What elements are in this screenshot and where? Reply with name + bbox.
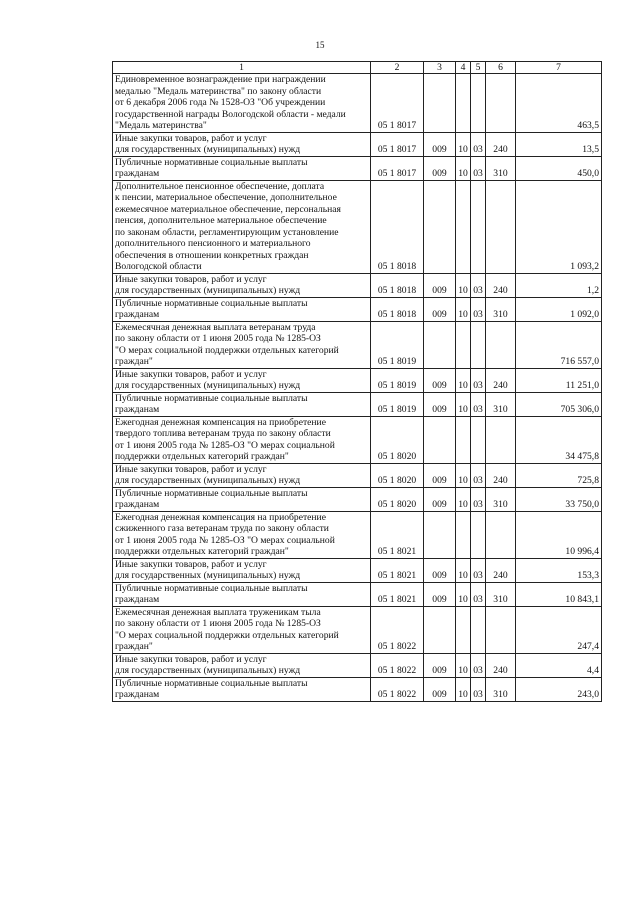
row-section-code: 10 [456,653,471,677]
table-row [113,321,602,368]
table-row [113,180,602,273]
row-amount: 34 475,8 [516,416,602,463]
row-target-code: 05 1 8021 [371,558,424,582]
row-expense-type-code: 240 [486,368,516,392]
table-body [113,74,602,702]
row-name: Иные закупки товаров, работ и услуг для государственных (муниципальных) нужд [113,558,371,582]
table-row [113,156,602,180]
row-expense-type-code: 240 [486,273,516,297]
row-section-code [456,321,471,368]
row-target-code: 05 1 8022 [371,606,424,653]
table-row [113,677,602,701]
row-amount: 10 843,1 [516,582,602,606]
row-target-code: 05 1 8021 [371,511,424,558]
row-target-code: 05 1 8017 [371,132,424,156]
row-section-code: 10 [456,463,471,487]
header-row [113,62,602,74]
row-name: Иные закупки товаров, работ и услуг для государственных (муниципальных) нужд [113,653,371,677]
row-section-code: 10 [456,273,471,297]
row-expense-type-code [486,416,516,463]
row-expense-type-code: 310 [486,156,516,180]
row-ministry-code: 009 [424,273,456,297]
row-target-code: 05 1 8019 [371,392,424,416]
row-name: Иные закупки товаров, работ и услуг для государственных (муниципальных) нужд [113,132,371,156]
row-name: Публичные нормативные социальные выплаты гражданам [113,487,371,511]
row-target-code: 05 1 8018 [371,180,424,273]
row-name: Дополнительное пенсионное обеспечение, доплата к пенсии, материальное обеспечение, дополнительное ежемесячное материальное обеспечение, персональная пенсия, дополнительное материальное обеспечение по законам области, регламентирующим установление дополнительного пенсионного и материального обеспечения в отношении конкретных граждан Вологодской области [113,180,371,273]
row-subsection-code [471,511,486,558]
row-section-code [456,180,471,273]
row-amount: 243,0 [516,677,602,701]
row-amount: 463,5 [516,74,602,133]
row-expense-type-code [486,511,516,558]
row-subsection-code [471,321,486,368]
row-amount: 1 093,2 [516,180,602,273]
row-name: Иные закупки товаров, работ и услуг для государственных (муниципальных) нужд [113,463,371,487]
row-expense-type-code [486,321,516,368]
row-amount: 716 557,0 [516,321,602,368]
row-section-code [456,606,471,653]
row-name: Публичные нормативные социальные выплаты гражданам [113,582,371,606]
row-section-code: 10 [456,558,471,582]
row-subsection-code: 03 [471,156,486,180]
row-section-code [456,416,471,463]
row-target-code: 05 1 8019 [371,321,424,368]
row-name: Ежемесячная денежная выплата труженикам тыла по закону области от 1 июня 2005 года № 1285-ОЗ "О мерах социальной поддержки отдельных категорий граждан" [113,606,371,653]
row-target-code: 05 1 8018 [371,273,424,297]
page-number: 15 [315,40,325,50]
row-amount: 705 306,0 [516,392,602,416]
row-target-code: 05 1 8017 [371,74,424,133]
table-row [113,653,602,677]
row-section-code: 10 [456,156,471,180]
row-subsection-code [471,180,486,273]
row-expense-type-code [486,606,516,653]
row-subsection-code: 03 [471,392,486,416]
row-section-code [456,511,471,558]
column-header-4: 4 [456,62,471,74]
row-amount: 13,5 [516,132,602,156]
column-header-5: 5 [471,62,486,74]
row-ministry-code [424,180,456,273]
table-row [113,606,602,653]
row-name: Публичные нормативные социальные выплаты гражданам [113,677,371,701]
table-row [113,511,602,558]
row-expense-type-code: 240 [486,132,516,156]
row-ministry-code [424,321,456,368]
row-expense-type-code: 240 [486,558,516,582]
row-name: Публичные нормативные социальные выплаты гражданам [113,297,371,321]
table-row [113,368,602,392]
row-target-code: 05 1 8020 [371,487,424,511]
column-header-3: 3 [424,62,456,74]
row-ministry-code: 009 [424,582,456,606]
row-ministry-code: 009 [424,487,456,511]
row-name: Публичные нормативные социальные выплаты гражданам [113,156,371,180]
column-header-7: 7 [516,62,602,74]
row-expense-type-code [486,180,516,273]
row-subsection-code [471,74,486,133]
row-section-code: 10 [456,368,471,392]
row-name: Ежемесячная денежная выплата ветеранам труда по закону области от 1 июня 2005 года № 1285-ОЗ "О мерах социальной поддержки отдельных категорий граждан" [113,321,371,368]
row-subsection-code: 03 [471,368,486,392]
row-expense-type-code: 310 [486,392,516,416]
row-ministry-code [424,416,456,463]
row-target-code: 05 1 8020 [371,463,424,487]
table-row [113,74,602,133]
row-subsection-code: 03 [471,273,486,297]
row-target-code: 05 1 8022 [371,653,424,677]
table-row [113,416,602,463]
row-name: Ежегодная денежная компенсация на приобретение сжиженного газа ветеранам труда по закону области от 1 июня 2005 года № 1285-ОЗ "О мерах социальной поддержки отдельных категорий граждан" [113,511,371,558]
row-expense-type-code [486,74,516,133]
row-subsection-code: 03 [471,653,486,677]
row-subsection-code: 03 [471,677,486,701]
row-ministry-code: 009 [424,558,456,582]
row-expense-type-code: 240 [486,653,516,677]
row-amount: 725,8 [516,463,602,487]
row-target-code: 05 1 8018 [371,297,424,321]
row-ministry-code [424,74,456,133]
row-expense-type-code: 310 [486,677,516,701]
column-header-6: 6 [486,62,516,74]
row-ministry-code: 009 [424,132,456,156]
row-subsection-code: 03 [471,463,486,487]
column-header-1: 1 [113,62,371,74]
table-row [113,582,602,606]
row-amount: 153,3 [516,558,602,582]
row-amount: 1 092,0 [516,297,602,321]
row-section-code: 10 [456,677,471,701]
row-section-code: 10 [456,582,471,606]
row-subsection-code: 03 [471,558,486,582]
row-expense-type-code: 310 [486,582,516,606]
row-target-code: 05 1 8020 [371,416,424,463]
row-amount: 450,0 [516,156,602,180]
row-subsection-code: 03 [471,582,486,606]
row-amount: 11 251,0 [516,368,602,392]
row-ministry-code: 009 [424,156,456,180]
row-subsection-code: 03 [471,297,486,321]
row-ministry-code: 009 [424,392,456,416]
row-amount: 247,4 [516,606,602,653]
row-expense-type-code: 310 [486,487,516,511]
row-section-code: 10 [456,392,471,416]
row-target-code: 05 1 8022 [371,677,424,701]
row-section-code [456,74,471,133]
row-section-code: 10 [456,297,471,321]
row-ministry-code [424,511,456,558]
row-amount: 10 996,4 [516,511,602,558]
row-target-code: 05 1 8017 [371,156,424,180]
row-expense-type-code: 310 [486,297,516,321]
row-name: Публичные нормативные социальные выплаты гражданам [113,392,371,416]
column-header-2: 2 [371,62,424,74]
table-row [113,392,602,416]
table-row [113,297,602,321]
row-subsection-code: 03 [471,487,486,511]
row-section-code: 10 [456,487,471,511]
row-subsection-code [471,606,486,653]
row-ministry-code: 009 [424,677,456,701]
table-row [113,487,602,511]
row-ministry-code: 009 [424,297,456,321]
row-ministry-code [424,606,456,653]
row-section-code: 10 [456,132,471,156]
row-name: Иные закупки товаров, работ и услуг для государственных (муниципальных) нужд [113,368,371,392]
row-ministry-code: 009 [424,368,456,392]
table-row [113,273,602,297]
row-ministry-code: 009 [424,463,456,487]
row-amount: 1,2 [516,273,602,297]
budget-table [112,61,602,702]
row-name: Единовременное вознаграждение при награждении медалью "Медаль материнства" по закону области от 6 декабря 2006 года № 1528-ОЗ "Об учреждении государственной награды Вологодской области - медали "Медаль материнства" [113,74,371,133]
row-name: Ежегодная денежная компенсация на приобретение твердого топлива ветеранам труда по закону области от 1 июня 2005 года № 1285-ОЗ "О мерах социальной поддержки отдельных категорий граждан" [113,416,371,463]
row-target-code: 05 1 8021 [371,582,424,606]
table-row [113,463,602,487]
row-ministry-code: 009 [424,653,456,677]
row-subsection-code: 03 [471,132,486,156]
row-target-code: 05 1 8019 [371,368,424,392]
row-amount: 4,4 [516,653,602,677]
row-amount: 33 750,0 [516,487,602,511]
table-row [113,132,602,156]
row-expense-type-code: 240 [486,463,516,487]
row-name: Иные закупки товаров, работ и услуг для государственных (муниципальных) нужд [113,273,371,297]
table-row [113,558,602,582]
row-subsection-code [471,416,486,463]
